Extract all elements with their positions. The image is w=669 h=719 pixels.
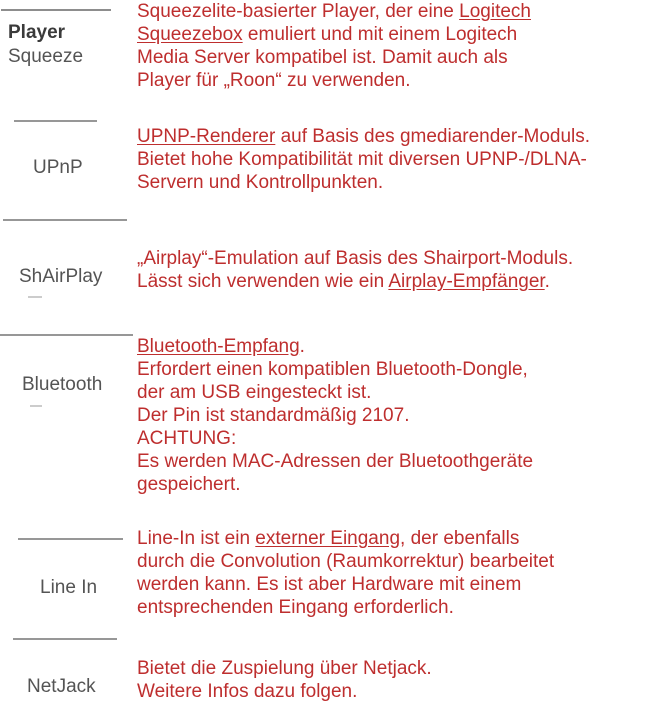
description-line <box>137 270 669 293</box>
description-line <box>137 125 669 148</box>
description-line <box>137 596 669 619</box>
description-line <box>137 358 669 381</box>
text-segment: Squeezelite-basierter Player, der eine <box>137 1 460 22</box>
row-label-upnp: UPnP <box>33 157 83 178</box>
text-segment: der am USB eingesteckt ist. <box>137 382 372 403</box>
text-segment: Es werden MAC-Adressen der Bluetoothgeräte <box>137 451 534 472</box>
text-segment: Line-In ist ein <box>137 528 256 549</box>
row-divider-linein <box>18 538 123 540</box>
mini-dash-shairplay <box>28 296 42 298</box>
row-divider-netjack <box>13 638 117 640</box>
description-line <box>137 381 669 404</box>
description-line <box>137 23 669 46</box>
description-line <box>137 404 669 427</box>
description-line <box>137 473 669 496</box>
description-line <box>137 335 669 358</box>
row-label-squeeze: Squeeze <box>8 46 84 67</box>
text-segment: Der Pin ist standardmäßig 2107. <box>137 405 410 426</box>
text-segment: Bietet hohe Kompatibilität mit diversen UPNP-/DLNA- <box>137 149 587 170</box>
text-segment: Lässt sich verwenden wie ein <box>137 271 389 292</box>
link-upnp-renderer[interactable]: UPNP-Renderer <box>137 126 276 147</box>
text-segment: ACHTUNG: <box>137 428 237 449</box>
description-upnp <box>137 125 669 194</box>
description-netjack <box>137 657 669 703</box>
description-line <box>137 573 669 596</box>
description-line <box>137 247 669 270</box>
text-segment: gespeichert. <box>137 474 241 495</box>
description-line <box>137 69 669 92</box>
text-segment: . <box>299 336 305 357</box>
link-logitech-squeezebox[interactable]: Logitech <box>459 1 531 22</box>
mini-dash-bluetooth <box>30 405 42 407</box>
description-shairplay <box>137 247 669 293</box>
description-line <box>137 550 669 573</box>
row-divider-upnp <box>14 120 97 122</box>
row-label-player: Player <box>8 22 66 43</box>
link-airplay-empfaenger[interactable]: Airplay-Empfänger <box>388 271 545 292</box>
row-label-shairplay: ShAirPlay <box>19 266 103 287</box>
description-line <box>137 450 669 473</box>
text-segment: . <box>544 271 550 292</box>
row-divider-bluetooth <box>0 334 133 336</box>
text-segment: Weitere Infos dazu folgen. <box>137 681 358 702</box>
row-label-bluetooth: Bluetooth <box>22 374 103 395</box>
description-player-squeeze <box>137 0 669 92</box>
link-bluetooth-empfang[interactable]: Bluetooth-Empfang <box>137 336 300 357</box>
description-line <box>137 680 669 703</box>
text-segment: Media Server kompatibel ist. Damit auch als <box>137 47 508 68</box>
link-externer-eingang[interactable]: externer Eingang <box>255 528 401 549</box>
description-linein <box>137 527 669 619</box>
link-logitech-squeezebox[interactable]: Squeezebox <box>137 24 243 45</box>
text-segment: Erfordert einen kompatiblen Bluetooth-Dongle, <box>137 359 528 380</box>
text-segment: „Airplay“-Emulation auf Basis des Shairport-Moduls. <box>137 248 574 269</box>
description-line <box>137 657 669 680</box>
text-segment: , der ebenfalls <box>400 528 520 549</box>
row-divider-shairplay <box>3 219 127 221</box>
row-divider-player <box>1 9 111 11</box>
text-segment: werden kann. Es ist aber Hardware mit einem <box>137 574 522 595</box>
description-line <box>137 0 669 23</box>
description-line <box>137 171 669 194</box>
text-segment: Player für „Roon“ zu verwenden. <box>137 70 411 91</box>
text-segment: Servern und Kontrollpunkten. <box>137 172 384 193</box>
text-segment: entsprechenden Eingang erforderlich. <box>137 597 454 618</box>
description-line <box>137 148 669 171</box>
description-line <box>137 527 669 550</box>
row-label-netjack: NetJack <box>27 676 96 697</box>
text-segment: auf Basis des gmediarender-Moduls. <box>275 126 591 147</box>
row-label-linein: Line In <box>40 577 98 598</box>
text-segment: emuliert und mit einem Logitech <box>242 24 518 45</box>
text-segment: Bietet die Zuspielung über Netjack. <box>137 658 432 679</box>
description-line <box>137 427 669 450</box>
text-segment: durch die Convolution (Raumkorrektur) bearbeitet <box>137 551 555 572</box>
description-line <box>137 46 669 69</box>
description-bluetooth <box>137 335 669 496</box>
